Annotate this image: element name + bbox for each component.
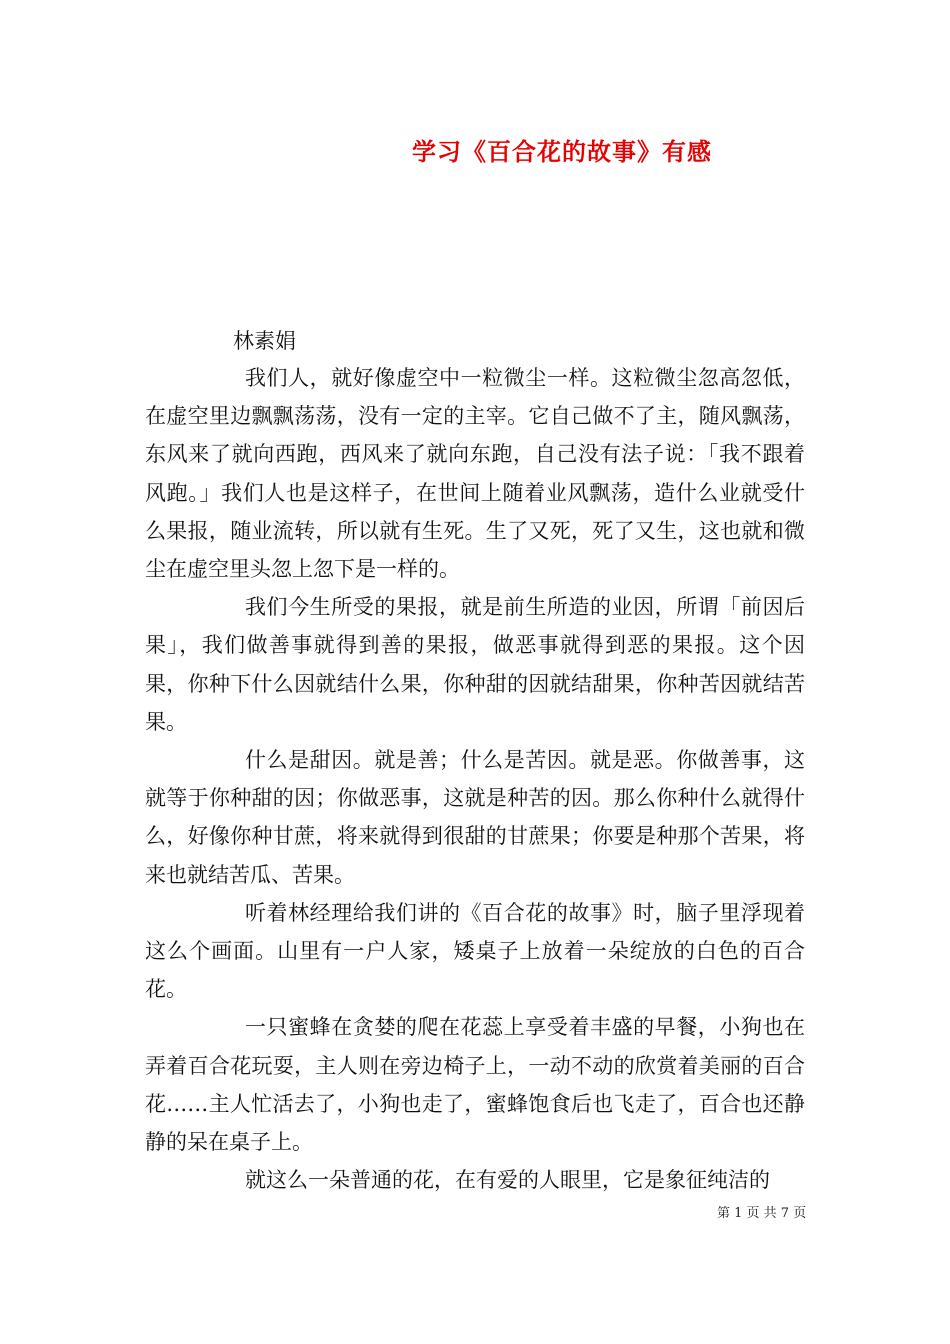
document-body — [145, 359, 805, 1199]
page-number-footer: 第 1 页 共 7 页 — [717, 1206, 807, 1221]
paragraph: 听着林经理给我们讲的《百合花的故事》时，脑子里浮现着这么个画面。山里有一户人家，矮桌子上放着一朵绽放的白色的百合花。 — [145, 900, 805, 1002]
paragraph: 就这么一朵普通的花，在有爱的人眼里，它是象征纯洁的 — [245, 1168, 770, 1193]
document-author: 林素娟 — [233, 329, 296, 353]
paragraph: 什么是甜因。就是善；什么是苦因。就是恶。你做善事，这就等于你种甜的因；你做恶事，这就是种苦的因。那么你种什么就得什么，好像你种甘蔗，将来就得到很甜的甘蔗果；你要是种那个苦果，将来也就结苦瓜、苦果。 — [145, 748, 805, 887]
paragraph: 一只蜜蜂在贪婪的爬在花蕊上享受着丰盛的早餐，小狗也在弄着百合花玩耍，主人则在旁边椅子上，一动不动的欣赏着美丽的百合花……主人忙活去了，小狗也走了，蜜蜂饱食后也飞走了，百合也还静静的呆在桌子上。 — [145, 1015, 805, 1155]
document-title: 学习《百合花的故事》有感 — [412, 137, 712, 166]
paragraph: 我们今生所受的果报，就是前生所造的业因，所谓「前因后果」，我们做善事就得到善的果报，做恶事就得到恶的果报。这个因果，你种下什么因就结什么果，你种甜的因就结甜果，你种苦因就结苦果。 — [145, 595, 805, 734]
paragraph: 我们人，就好像虚空中一粒微尘一样。这粒微尘忽高忽低，在虚空里边飘飘荡荡，没有一定的主宰。它自己做不了主，随风飘荡，东风来了就向西跑，西风来了就向东跑，自己没有法子说：「我不跟着风跑。」我们人也是这样子，在世间上随着业风飘荡，造什么业就受什么果报，随业流转，所以就有生死。生了又死，死了又生，这也就和微尘在虚空里头忽上忽下是一样的。 — [145, 366, 805, 582]
